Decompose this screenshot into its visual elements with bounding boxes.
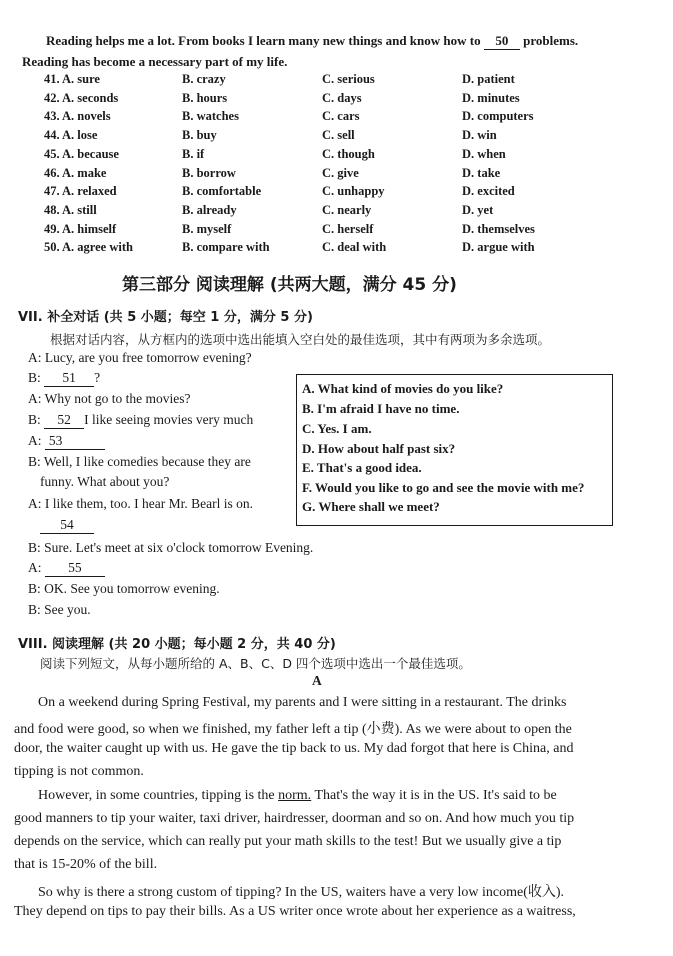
option-b: B. already: [182, 202, 237, 217]
option-a: A. himself: [62, 221, 117, 236]
option-row: [0, 91, 673, 109]
option-d: D. take: [462, 165, 501, 180]
option-c: C. deal with: [322, 240, 387, 255]
option-c: C. serious: [322, 72, 375, 86]
box-option: G. Where shall we meet?: [302, 499, 440, 514]
option-row: [0, 72, 673, 90]
option-row: [0, 109, 673, 127]
speaker-label: B:: [28, 412, 41, 427]
option-b: B. if: [182, 146, 205, 161]
option-a: A. still: [62, 202, 97, 217]
question-number: 44.: [44, 128, 60, 143]
blank-53: 53: [45, 433, 105, 450]
option-a: A. seconds: [62, 90, 119, 105]
passage-line: On a weekend during Spring Festival, my parents and I were sitting in a restaurant. The drinks: [38, 695, 567, 710]
speaker-label: B:: [28, 370, 41, 385]
question-number: 45.: [44, 146, 60, 161]
option-row: [0, 147, 673, 165]
box-option: F. Would you like to go and see the movie with me?: [302, 480, 585, 495]
option-row: [0, 166, 673, 184]
passage-line: good manners to tip your waiter, taxi driver, hairdresser, doorman and so on. And how much you tip: [14, 811, 575, 826]
option-a: A. make: [62, 165, 107, 180]
speaker-label: A:: [28, 433, 42, 448]
passage-line: They depend on tips to pay their bills. As a US writer once wrote about her experience as a waitress,: [14, 904, 576, 919]
passage-line: [38, 788, 660, 804]
option-d: D. themselves: [462, 221, 535, 236]
speaker-label: A:: [28, 560, 42, 575]
dialogue-line: B: See you.: [28, 602, 91, 617]
passage-label: A: [312, 673, 322, 688]
option-d: D. minutes: [462, 90, 520, 105]
option-a: A. sure: [62, 72, 100, 86]
dialogue-line: [28, 370, 100, 387]
option-b: B. borrow: [182, 165, 236, 180]
option-c: C. days: [322, 90, 362, 105]
passage-text: That's the way it is in the US. It's said to be: [314, 788, 557, 803]
question-number: 43.: [44, 109, 60, 124]
option-d: D. win: [462, 128, 497, 143]
intro-line-2: Reading has become a necessary part of my life.: [22, 54, 288, 69]
option-d: D. excited: [462, 184, 515, 199]
question-number: 48.: [44, 202, 60, 217]
blank-51: 51: [44, 370, 94, 387]
option-a: A. because: [62, 146, 119, 161]
underlined-word-norm: norm.: [278, 788, 312, 803]
dialogue-line: [28, 412, 253, 429]
dialogue-text: I like seeing movies very much: [84, 412, 254, 427]
dialogue-text: ?: [94, 370, 101, 385]
intro-text: Reading helps me a lot. From books I learn many new things and know how to: [46, 33, 481, 48]
passage-line: So why is there a strong custom of tipping? In the US, waiters have a very low income(收入).: [38, 885, 565, 900]
option-row: [0, 240, 673, 258]
question-number: 49.: [44, 221, 60, 236]
blank-52: 52: [44, 412, 84, 429]
option-c: C. give: [322, 165, 359, 180]
option-a: A. novels: [62, 109, 111, 124]
option-c: C. herself: [322, 221, 374, 236]
dialogue-line: B: Well, I like comedies because they are: [28, 454, 251, 469]
dialogue-line: [28, 560, 105, 577]
passage-text: However, in some countries, tipping is the: [38, 788, 275, 803]
passage-line: tipping is not common.: [14, 764, 144, 779]
option-b: B. crazy: [182, 72, 226, 86]
option-b: B. comfortable: [182, 184, 262, 199]
option-d: D. when: [462, 146, 506, 161]
box-option: B. I'm afraid I have no time.: [302, 401, 460, 416]
dialogue-line: [40, 517, 94, 534]
dialogue-line: B: OK. See you tomorrow evening.: [28, 581, 220, 596]
blank-54: 54: [40, 517, 94, 534]
option-row: [0, 184, 673, 202]
section7-heading: VII. 补全对话 (共 5 小题；每空 1 分，满分 5 分): [18, 310, 313, 325]
question-number: 50.: [44, 240, 60, 255]
question-number: 46.: [44, 165, 60, 180]
box-option: C. Yes. I am.: [302, 421, 372, 436]
dialogue-line: B: Sure. Let's meet at six o'clock tomorrow Evening.: [28, 540, 314, 555]
option-d: D. argue with: [462, 240, 535, 255]
intro-text-end: problems.: [523, 33, 579, 48]
section8-instruction: 阅读下列短文，从每小题所给的 A、B、C、D 四个选项中选出一个最佳选项。: [40, 656, 471, 671]
part3-title: 第三部分 阅读理解 (共两大题，满分 45 分): [122, 275, 457, 295]
question-number: 41.: [44, 72, 60, 86]
option-b: B. buy: [182, 128, 217, 143]
question-number: 47.: [44, 184, 60, 199]
box-option: A. What kind of movies do you like?: [302, 381, 504, 396]
option-b: B. compare with: [182, 240, 270, 255]
option-row: [0, 222, 673, 240]
passage-line: door, the waiter caught up with us. He gave the tip back to us. My dad forgot that here is China, and: [14, 741, 574, 756]
option-a: A. agree with: [62, 240, 133, 255]
option-a: A. lose: [62, 128, 98, 143]
blank-55: 55: [45, 560, 105, 577]
section8-heading: VIII. 阅读理解 (共 20 小题；每小题 2 分，共 40 分): [18, 637, 336, 652]
option-b: B. myself: [182, 221, 232, 236]
dialogue-line: A: I like them, too. I hear Mr. Bearl is on.: [28, 496, 253, 511]
option-row: [0, 203, 673, 221]
option-b: B. hours: [182, 90, 228, 105]
option-a: A. relaxed: [62, 184, 117, 199]
option-d: D. yet: [462, 202, 494, 217]
option-c: C. sell: [322, 128, 355, 143]
dialogue-line: [28, 433, 105, 450]
option-row: [0, 128, 673, 146]
passage-line: and food were good, so when we finished, my father left a tip (小费). As we were about to open the: [14, 722, 572, 737]
option-c: C. unhappy: [322, 184, 385, 199]
box-option: E. That's a good idea.: [302, 460, 422, 475]
answer-options-box: [296, 374, 613, 526]
blank-50: 50: [484, 33, 520, 50]
passage-line: depends on the service, which can really put your math skills to the test! But we usually give a tip: [14, 834, 562, 849]
section7-instruction: 根据对话内容，从方框内的选项中选出能填入空白处的最佳选项，其中有两项为多余选项。: [50, 332, 551, 347]
option-d: D. patient: [462, 72, 515, 86]
passage-line: that is 15-20% of the bill.: [14, 857, 158, 872]
option-c: C. cars: [322, 109, 360, 124]
option-b: B. watches: [182, 109, 239, 124]
intro-line-1: [46, 33, 578, 50]
option-c: C. though: [322, 146, 375, 161]
dialogue-line: A: Lucy, are you free tomorrow evening?: [28, 350, 252, 365]
dialogue-line: funny. What about you?: [40, 474, 170, 489]
question-number: 42.: [44, 90, 60, 105]
option-c: C. nearly: [322, 202, 372, 217]
dialogue-line: A: Why not go to the movies?: [28, 391, 191, 406]
box-option: D. How about half past six?: [302, 441, 456, 456]
option-d: D. computers: [462, 109, 534, 124]
